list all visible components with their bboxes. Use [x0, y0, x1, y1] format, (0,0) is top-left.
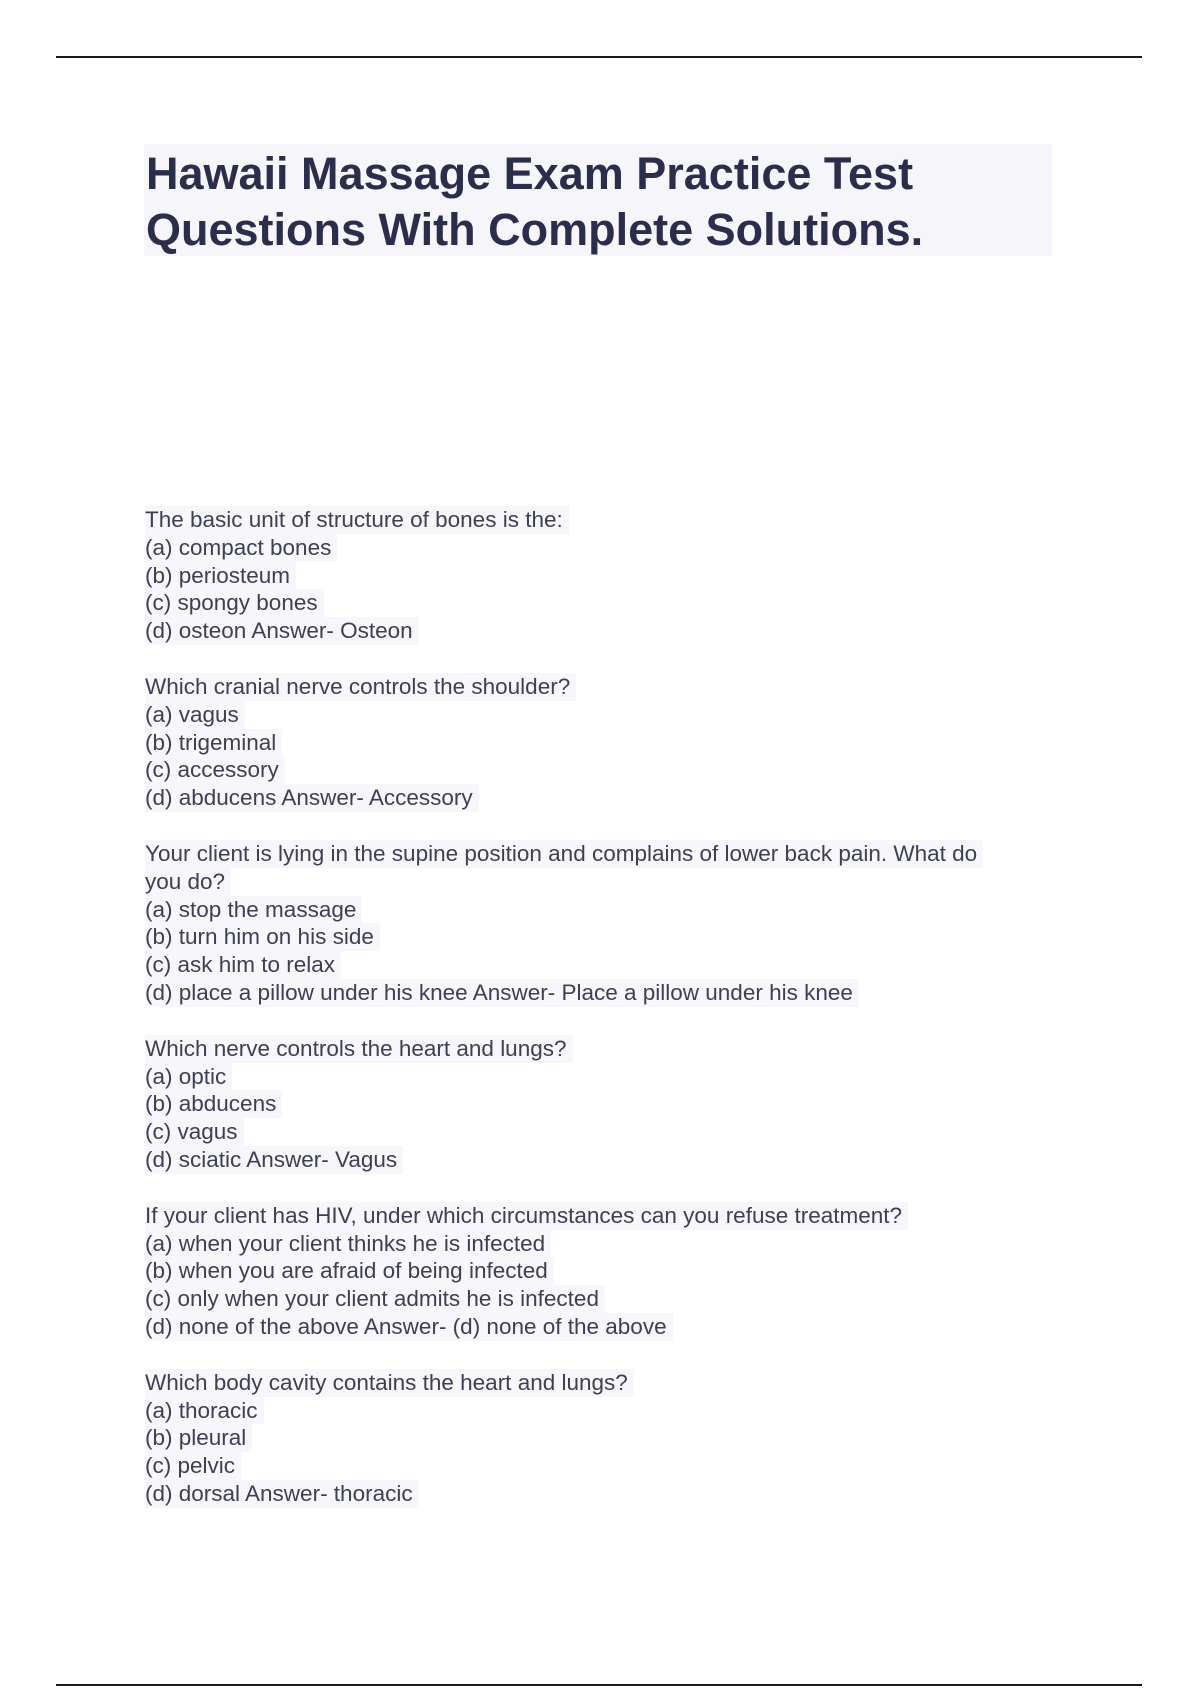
option-a: (a) thoracic [145, 1397, 264, 1425]
option-c: (c) pelvic [145, 1452, 241, 1480]
option-b: (b) pleural [145, 1424, 252, 1452]
question-prompt: Which nerve controls the heart and lungs? [145, 1035, 573, 1063]
title-line-1: Hawaii Massage Exam Practice Test [146, 148, 914, 199]
question-prompt-line-2: you do? [145, 868, 231, 896]
question-3 [145, 840, 1065, 1007]
option-b: (b) trigeminal [145, 729, 282, 757]
option-a: (a) stop the massage [145, 896, 362, 924]
option-b: (b) abducens [145, 1090, 282, 1118]
option-b: (b) when you are afraid of being infected [145, 1257, 554, 1285]
option-c: (c) only when your client admits he is infected [145, 1285, 605, 1313]
question-4 [145, 1035, 1065, 1174]
title-line-2: Questions With Complete Solutions. [146, 204, 924, 255]
question-1 [145, 506, 1065, 645]
question-6 [145, 1369, 1065, 1508]
question-5 [145, 1202, 1065, 1341]
option-d-with-answer: (d) place a pillow under his knee Answer- Place a pillow under his knee [145, 979, 859, 1007]
question-prompt: If your client has HIV, under which circumstances can you refuse treatment? [145, 1202, 908, 1230]
top-rule [56, 56, 1142, 58]
question-prompt: The basic unit of structure of bones is the: [145, 506, 569, 534]
option-c: (c) spongy bones [145, 589, 324, 617]
option-d-with-answer: (d) dorsal Answer- thoracic [145, 1480, 419, 1508]
option-d-with-answer: (d) none of the above Answer- (d) none of the above [145, 1313, 673, 1341]
option-a: (a) vagus [145, 701, 245, 729]
option-c: (c) ask him to relax [145, 951, 341, 979]
option-c: (c) vagus [145, 1118, 244, 1146]
option-d-with-answer: (d) osteon Answer- Osteon [145, 617, 419, 645]
page-title [146, 146, 1046, 258]
bottom-rule [56, 1684, 1142, 1686]
option-d-with-answer: (d) sciatic Answer- Vagus [145, 1146, 403, 1174]
question-prompt-line-1: Your client is lying in the supine position and complains of lower back pain. What do [145, 840, 983, 868]
option-b: (b) turn him on his side [145, 923, 380, 951]
option-a: (a) optic [145, 1063, 232, 1091]
option-a: (a) when your client thinks he is infected [145, 1230, 551, 1258]
question-2 [145, 673, 1065, 812]
option-d-with-answer: (d) abducens Answer- Accessory [145, 784, 479, 812]
question-prompt: Which cranial nerve controls the shoulder? [145, 673, 576, 701]
option-b: (b) periosteum [145, 562, 296, 590]
question-prompt: Which body cavity contains the heart and lungs? [145, 1369, 634, 1397]
option-c: (c) accessory [145, 756, 285, 784]
option-a: (a) compact bones [145, 534, 337, 562]
question-list [145, 506, 1065, 1536]
